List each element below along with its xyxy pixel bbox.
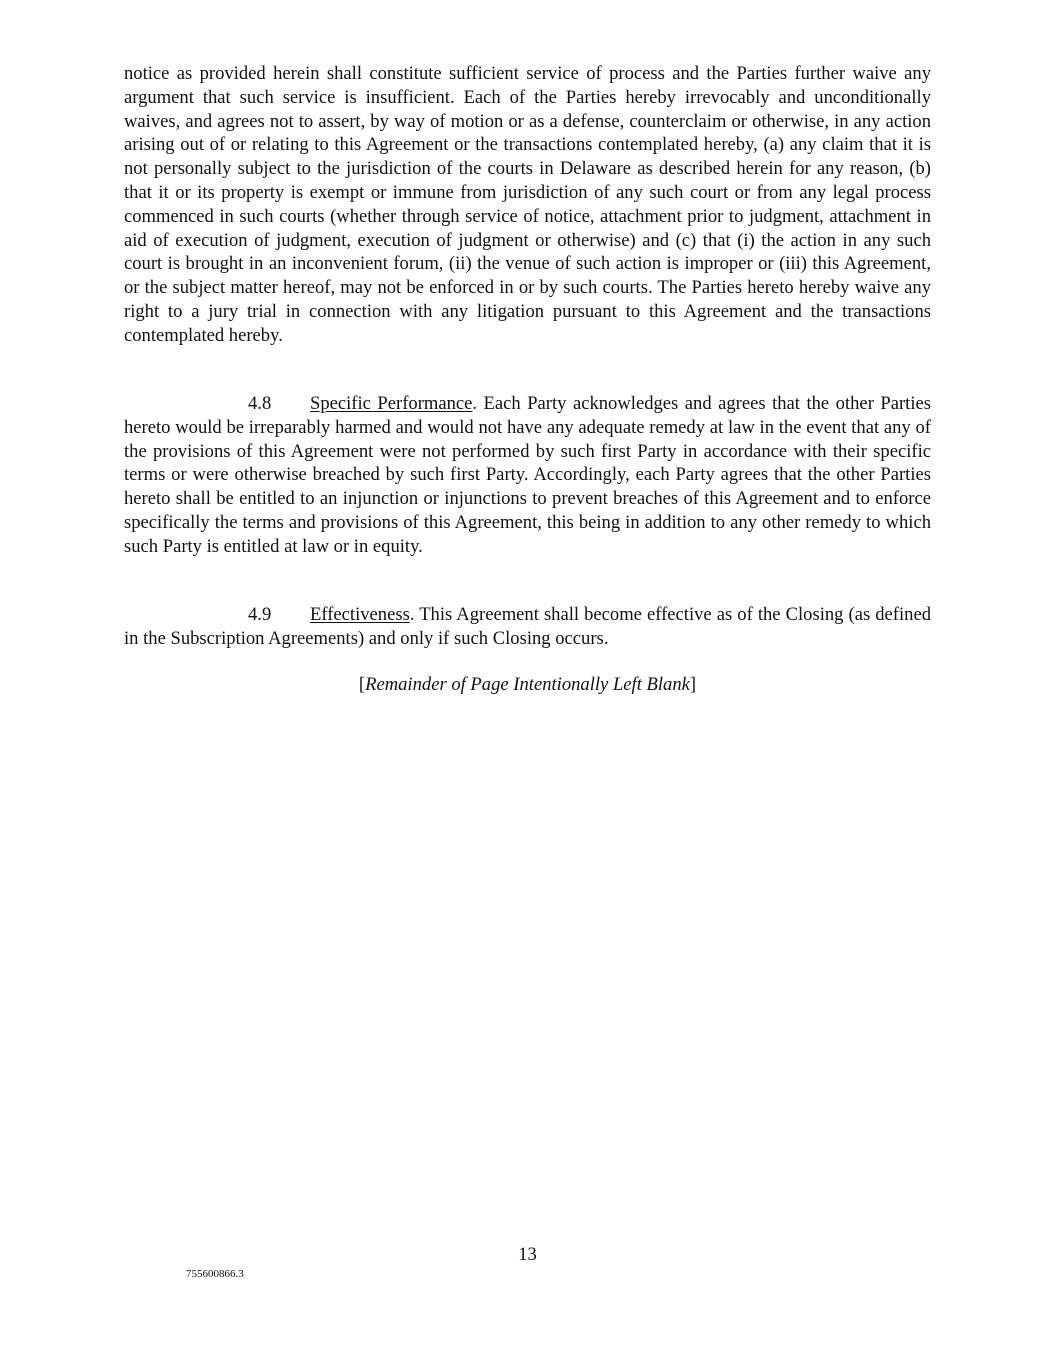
section-4-9-paragraph bbox=[124, 603, 931, 651]
open-bracket: [ bbox=[358, 674, 366, 695]
section-number: 4.8 bbox=[248, 393, 272, 414]
section-4-8-paragraph bbox=[124, 392, 931, 559]
remainder-notice bbox=[124, 673, 931, 697]
document-id: 755600866.3 bbox=[186, 1268, 244, 1280]
section-heading: Effectiveness bbox=[310, 604, 410, 625]
remainder-text: Remainder of Page Intentionally Left Blank bbox=[365, 674, 690, 695]
section-text: . This Agreement shall become effective as of the Closing (as defined in the Subscription Agreements) and only if such Closing occurs. bbox=[124, 604, 931, 649]
page-number: 13 bbox=[518, 1244, 537, 1265]
section-heading: Specific Performance bbox=[310, 393, 473, 414]
section-number: 4.9 bbox=[248, 604, 272, 625]
continued-paragraph: notice as provided herein shall constitute sufficient service of process and the Parties further waive any argument that such service is insufficient. Each of the Parties hereby irrevocably and unconditionally waives, and agrees not to assert, by way of motion or as a defense, counterclaim or otherwise, in any action arising out of or relating to this Agreement or the transactions contemplated hereby, (a) any claim that it is not personally subject to the jurisdiction of the courts in Delaware as described herein for any reason, (b) that it or its property is exempt or immune from jurisdiction of any such court or from any legal process commenced in such courts (whether through service of notice, attachment prior to judgment, attachment in aid of execution of judgment, execution of judgment or otherwise) and (c) that (i) the action in any such court is brought in an inconvenient forum, (ii) the venue of such action is improper or (iii) this Agreement, or the subject matter hereof, may not be enforced in or by such courts. The Parties hereto hereby waive any right to a jury trial in connection with any litigation pursuant to this Agreement and the transactions contemplated hereby. bbox=[124, 63, 931, 346]
section-text: . Each Party acknowledges and agrees that the other Parties hereto would be irreparably harmed and would not have any adequate remedy at law in the event that any of the provisions of this Agreement were not performed by such first Party in accordance with their specific terms or were otherwise breached by such first Party. Accordingly, each Party agrees that the other Parties hereto shall be entitled to an injunction or injunctions to prevent breaches of this Agreement and to enforce specifically the terms and provisions of this Agreement, this being in addition to any other remedy to which such Party is entitled at law or in equity. bbox=[124, 393, 931, 557]
close-bracket: ] bbox=[689, 674, 697, 695]
